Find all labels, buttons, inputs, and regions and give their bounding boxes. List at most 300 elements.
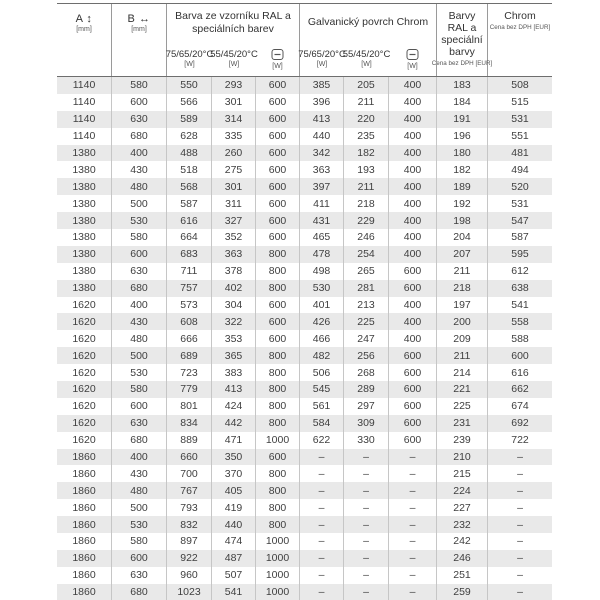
- table-row: [57, 161, 552, 178]
- cell: 674: [511, 400, 529, 413]
- cell: 327: [212, 212, 256, 229]
- cell: 793: [167, 499, 212, 516]
- cell: 239: [437, 432, 488, 449]
- cell: 183: [437, 77, 488, 94]
- price-ral-title: Barvy RAL a speciální barvy: [441, 10, 483, 59]
- cell: 800: [256, 381, 300, 398]
- group-header-ral-colors: Barva ze vzorníku RAL a speciálních barev: [167, 4, 300, 41]
- cell: 600: [389, 347, 437, 364]
- cell: 246: [344, 229, 389, 246]
- table-row: [57, 398, 552, 415]
- cell: 630: [112, 111, 167, 128]
- cell: –: [300, 533, 344, 550]
- cell: 352: [212, 229, 256, 246]
- cell: 289: [344, 381, 389, 398]
- cell: 1380: [57, 229, 112, 246]
- cell: 1620: [57, 330, 112, 347]
- cell: 275: [212, 161, 256, 178]
- table-row: [57, 381, 552, 398]
- cell: –: [344, 482, 389, 499]
- cell: 184: [437, 94, 488, 111]
- cell: 600: [112, 94, 167, 111]
- cell: –: [300, 499, 344, 516]
- cell: 589: [167, 111, 212, 128]
- cell: 680: [112, 128, 167, 145]
- cell: 800: [256, 415, 300, 432]
- cell: 541: [212, 584, 256, 600]
- table-row: [57, 195, 552, 212]
- cell: –: [344, 449, 389, 466]
- cell: 480: [112, 330, 167, 347]
- cell: 353: [212, 330, 256, 347]
- cell: 192: [437, 195, 488, 212]
- cell: 211: [437, 263, 488, 280]
- cell: 211: [344, 94, 389, 111]
- cell: –: [389, 499, 437, 516]
- cell: 573: [167, 297, 212, 314]
- cell: 1380: [57, 212, 112, 229]
- cell: 580: [112, 381, 167, 398]
- cell: 1380: [57, 263, 112, 280]
- cell: 832: [167, 516, 212, 533]
- cell: 311: [212, 195, 256, 212]
- cell: –: [300, 449, 344, 466]
- cell: 664: [167, 229, 212, 246]
- cell: 600: [389, 280, 437, 297]
- cell: 400: [389, 161, 437, 178]
- cell: 1140: [57, 77, 112, 94]
- cell: 889: [167, 432, 212, 449]
- cell: 487: [212, 550, 256, 567]
- cell: 1620: [57, 415, 112, 432]
- cell: 405: [212, 482, 256, 499]
- b-label: B ↔: [127, 13, 151, 25]
- cell: 897: [167, 533, 212, 550]
- cell: 506: [300, 364, 344, 381]
- cell: –: [517, 451, 523, 464]
- b-unit: [mm]: [131, 26, 147, 33]
- cell: 400: [389, 111, 437, 128]
- subheader-ral-temp-5545: 55/45/20°C [W]: [210, 49, 258, 68]
- cell: 426: [300, 313, 344, 330]
- table-row: [57, 550, 552, 567]
- cell: 558: [511, 315, 529, 328]
- cell: –: [517, 484, 523, 497]
- cell: 200: [437, 313, 488, 330]
- cell: 400: [112, 297, 167, 314]
- cell: 622: [300, 432, 344, 449]
- cell: 779: [167, 381, 212, 398]
- cell: 400: [389, 212, 437, 229]
- cell: 531: [511, 197, 529, 210]
- cell: 466: [300, 330, 344, 347]
- cell: 281: [344, 280, 389, 297]
- cell: 480: [112, 178, 167, 195]
- cell: 430: [112, 465, 167, 482]
- table-row: [57, 364, 552, 381]
- cell: 600: [256, 145, 300, 162]
- cell: 1140: [57, 111, 112, 128]
- electric-heater-icon: [406, 48, 419, 61]
- cell: 365: [212, 347, 256, 364]
- cell: 566: [167, 94, 212, 111]
- table-row: [57, 229, 552, 246]
- cell: 400: [389, 330, 437, 347]
- cell: –: [344, 533, 389, 550]
- cell: 530: [112, 516, 167, 533]
- cell: 1620: [57, 297, 112, 314]
- cell: 692: [511, 417, 529, 430]
- cell: 301: [212, 94, 256, 111]
- cell: 1860: [57, 584, 112, 600]
- subheader-chrome-electric: [W]: [389, 41, 437, 76]
- cell: 322: [212, 313, 256, 330]
- cell: 800: [256, 364, 300, 381]
- cell: 800: [256, 263, 300, 280]
- cell: 1620: [57, 313, 112, 330]
- subheader-chrome-temp-5545: 55/45/20°C [W]: [342, 49, 391, 68]
- table-row: [57, 297, 552, 314]
- leftright-arrow-icon: ↔: [138, 13, 151, 25]
- cell: 960: [167, 567, 212, 584]
- cell: –: [300, 482, 344, 499]
- cell: –: [300, 584, 344, 600]
- cell: 1000: [256, 533, 300, 550]
- cell: 600: [389, 364, 437, 381]
- cell: 363: [212, 246, 256, 263]
- cell: 1860: [57, 550, 112, 567]
- cell: 396: [300, 94, 344, 111]
- cell: 1860: [57, 567, 112, 584]
- cell: 757: [167, 280, 212, 297]
- cell: 1000: [256, 432, 300, 449]
- cell: 551: [511, 130, 529, 143]
- cell: 800: [256, 347, 300, 364]
- table-row: [57, 145, 552, 162]
- cell: 465: [300, 229, 344, 246]
- cell: 584: [300, 415, 344, 432]
- cell: 400: [112, 449, 167, 466]
- cell: 268: [344, 364, 389, 381]
- cell: 430: [112, 313, 167, 330]
- cell: 1023: [167, 584, 212, 600]
- table-row: [57, 330, 552, 347]
- table-row: [57, 128, 552, 145]
- cell: 600: [256, 330, 300, 347]
- cell: 600: [112, 550, 167, 567]
- table-row: [57, 482, 552, 499]
- cell: 297: [344, 398, 389, 415]
- cell: 256: [344, 347, 389, 364]
- cell: –: [389, 533, 437, 550]
- cell: 209: [437, 330, 488, 347]
- cell: 378: [212, 263, 256, 280]
- cell: 193: [344, 161, 389, 178]
- cell: 680: [112, 584, 167, 600]
- cell: 197: [437, 297, 488, 314]
- cell: 413: [300, 111, 344, 128]
- column-header-price-ral: [431, 4, 493, 76]
- cell: 1620: [57, 432, 112, 449]
- cell: 680: [112, 432, 167, 449]
- cell: 481: [511, 147, 529, 159]
- cell: 530: [112, 364, 167, 381]
- cell: 1620: [57, 347, 112, 364]
- cell: –: [300, 465, 344, 482]
- cell: 204: [437, 229, 488, 246]
- cell: 680: [112, 280, 167, 297]
- cell: 600: [256, 297, 300, 314]
- cell: 210: [437, 449, 488, 466]
- cell: 218: [344, 195, 389, 212]
- cell: –: [300, 550, 344, 567]
- cell: 608: [167, 313, 212, 330]
- cell: 1620: [57, 381, 112, 398]
- cell: 474: [212, 533, 256, 550]
- cell: 189: [437, 178, 488, 195]
- cell: 1620: [57, 398, 112, 415]
- cell: 801: [167, 398, 212, 415]
- cell: 638: [511, 282, 529, 295]
- table-row: [57, 584, 552, 600]
- spec-table: [57, 3, 552, 600]
- table-row: [57, 415, 552, 432]
- cell: 231: [437, 415, 488, 432]
- cell: 1380: [57, 145, 112, 162]
- cell: 1620: [57, 364, 112, 381]
- cell: –: [389, 465, 437, 482]
- cell: –: [389, 449, 437, 466]
- cell: 221: [437, 381, 488, 398]
- cell: 419: [212, 499, 256, 516]
- cell: 400: [389, 246, 437, 263]
- cell: 213: [344, 297, 389, 314]
- price-chrome-subtitle: Cena bez DPH [EUR]: [489, 24, 551, 32]
- cell: 531: [511, 113, 529, 126]
- cell: 600: [256, 94, 300, 111]
- table-row: [57, 94, 552, 111]
- cell: 660: [167, 449, 212, 466]
- cell: 500: [112, 499, 167, 516]
- cell: 482: [300, 347, 344, 364]
- cell: 1860: [57, 516, 112, 533]
- cell: –: [517, 467, 523, 480]
- cell: 500: [112, 347, 167, 364]
- cell: 541: [511, 299, 529, 312]
- cell: 363: [300, 161, 344, 178]
- cell: 630: [112, 263, 167, 280]
- cell: 800: [256, 280, 300, 297]
- cell: –: [300, 567, 344, 584]
- cell: 260: [212, 145, 256, 162]
- cell: 225: [344, 313, 389, 330]
- cell: 242: [437, 533, 488, 550]
- table-row: [57, 246, 552, 263]
- cell: 227: [437, 499, 488, 516]
- cell: 232: [437, 516, 488, 533]
- cell: 247: [344, 330, 389, 347]
- cell: –: [344, 465, 389, 482]
- cell: 1860: [57, 449, 112, 466]
- cell: –: [389, 550, 437, 567]
- cell: 1000: [256, 567, 300, 584]
- cell: 494: [511, 163, 529, 176]
- column-header-b: [112, 4, 167, 76]
- cell: 507: [212, 567, 256, 584]
- cell: 335: [212, 128, 256, 145]
- cell: 211: [437, 347, 488, 364]
- cell: 767: [167, 482, 212, 499]
- cell: –: [389, 567, 437, 584]
- cell: 1380: [57, 161, 112, 178]
- cell: 616: [511, 366, 529, 379]
- cell: 616: [167, 212, 212, 229]
- cell: 600: [112, 246, 167, 263]
- table-row: [57, 263, 552, 280]
- cell: 198: [437, 212, 488, 229]
- cell: 235: [344, 128, 389, 145]
- table-row: [57, 533, 552, 550]
- cell: 723: [167, 364, 212, 381]
- cell: 442: [212, 415, 256, 432]
- cell: 205: [344, 77, 389, 94]
- cell: 1140: [57, 94, 112, 111]
- cell: 600: [256, 449, 300, 466]
- cell: 600: [112, 398, 167, 415]
- table-row: [57, 77, 552, 94]
- cell: 600: [256, 178, 300, 195]
- cell: 400: [389, 229, 437, 246]
- cell: 1860: [57, 499, 112, 516]
- cell: 587: [511, 231, 529, 244]
- cell: 600: [389, 415, 437, 432]
- cell: 1860: [57, 482, 112, 499]
- cell: 550: [167, 77, 212, 94]
- cell: 301: [212, 178, 256, 195]
- cell: 600: [389, 432, 437, 449]
- cell: 800: [256, 246, 300, 263]
- cell: 515: [511, 96, 529, 109]
- cell: 480: [112, 482, 167, 499]
- cell: 196: [437, 128, 488, 145]
- cell: 922: [167, 550, 212, 567]
- cell: 385: [300, 77, 344, 94]
- cell: 229: [344, 212, 389, 229]
- cell: 1000: [256, 584, 300, 600]
- cell: 508: [511, 79, 529, 92]
- cell: 293: [212, 77, 256, 94]
- cell: 400: [389, 297, 437, 314]
- cell: 561: [300, 398, 344, 415]
- cell: 498: [300, 263, 344, 280]
- cell: 180: [437, 145, 488, 162]
- cell: 800: [256, 398, 300, 415]
- cell: 182: [344, 145, 389, 162]
- cell: 630: [112, 567, 167, 584]
- cell: 612: [511, 265, 529, 278]
- cell: 600: [389, 398, 437, 415]
- cell: 430: [112, 161, 167, 178]
- cell: 400: [389, 77, 437, 94]
- table-row: [57, 465, 552, 482]
- cell: 600: [511, 349, 529, 362]
- cell: 700: [167, 465, 212, 482]
- subheader-ral-temp-7565: 75/65/20°C [W]: [165, 49, 214, 68]
- cell: –: [344, 567, 389, 584]
- cell: –: [517, 552, 523, 565]
- cell: 431: [300, 212, 344, 229]
- cell: 600: [389, 263, 437, 280]
- cell: 600: [256, 195, 300, 212]
- cell: 600: [256, 128, 300, 145]
- table-row: [57, 313, 552, 330]
- cell: 251: [437, 567, 488, 584]
- cell: 800: [256, 499, 300, 516]
- cell: 834: [167, 415, 212, 432]
- cell: –: [517, 518, 523, 531]
- cell: 330: [344, 432, 389, 449]
- table-header: [57, 3, 552, 77]
- updown-arrow-icon: ↕: [86, 13, 93, 25]
- cell: –: [344, 584, 389, 600]
- cell: 580: [112, 533, 167, 550]
- table-body: [57, 77, 552, 600]
- cell: 342: [300, 145, 344, 162]
- cell: 580: [112, 77, 167, 94]
- cell: 440: [212, 516, 256, 533]
- table-row: [57, 516, 552, 533]
- cell: 530: [300, 280, 344, 297]
- cell: 500: [112, 195, 167, 212]
- cell: 191: [437, 111, 488, 128]
- table-row: [57, 432, 552, 449]
- cell: 630: [112, 415, 167, 432]
- cell: 220: [344, 111, 389, 128]
- cell: 518: [167, 161, 212, 178]
- price-ral-subtitle: Cena bez DPH [EUR]: [431, 60, 493, 68]
- cell: –: [517, 535, 523, 548]
- cell: 424: [212, 398, 256, 415]
- table-row: [57, 111, 552, 128]
- cell: 314: [212, 111, 256, 128]
- cell: 545: [300, 381, 344, 398]
- cell: –: [517, 569, 523, 582]
- cell: 214: [437, 364, 488, 381]
- cell: 1000: [256, 550, 300, 567]
- cell: 309: [344, 415, 389, 432]
- a-label: A ↕: [75, 13, 93, 25]
- table-row: [57, 212, 552, 229]
- cell: –: [300, 516, 344, 533]
- cell: 1380: [57, 178, 112, 195]
- cell: 211: [344, 178, 389, 195]
- cell: –: [344, 550, 389, 567]
- cell: 1860: [57, 533, 112, 550]
- cell: 800: [256, 465, 300, 482]
- cell: 628: [167, 128, 212, 145]
- cell: 400: [389, 128, 437, 145]
- table-row: [57, 567, 552, 584]
- cell: 689: [167, 347, 212, 364]
- cell: 400: [112, 145, 167, 162]
- cell: 600: [389, 381, 437, 398]
- cell: 224: [437, 482, 488, 499]
- cell: 471: [212, 432, 256, 449]
- cell: 402: [212, 280, 256, 297]
- cell: 722: [511, 434, 529, 447]
- cell: 800: [256, 482, 300, 499]
- cell: 600: [256, 229, 300, 246]
